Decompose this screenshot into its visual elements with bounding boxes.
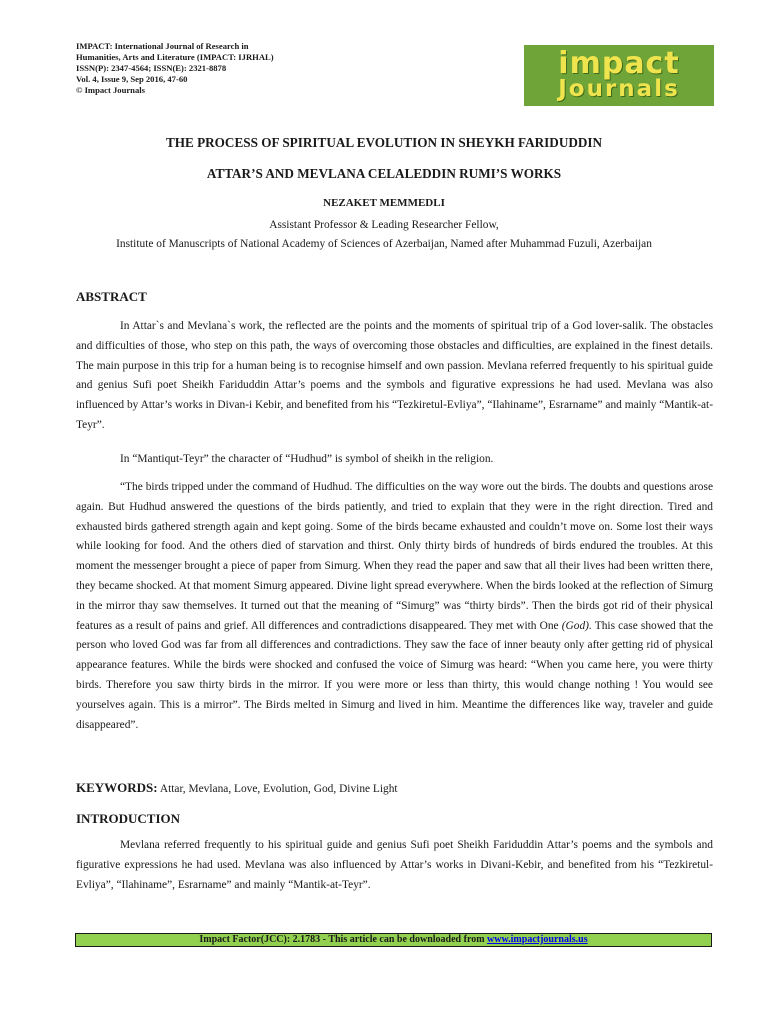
introduction-heading: INTRODUCTION (76, 811, 181, 826)
journal-name-line1: IMPACT: International Journal of Research in (76, 41, 249, 51)
abstract-heading: ABSTRACT (76, 289, 147, 304)
logo-word-journals: Journals (558, 76, 680, 102)
author-name: NEZAKET MEMMEDLI (323, 197, 445, 209)
author-position: Assistant Professor & Leading Researcher Fellow, (269, 219, 499, 231)
impact-journals-logo (524, 45, 714, 106)
footer-text: Impact Factor(JCC): 2.1783 - This article can be downloaded from (199, 934, 488, 945)
journal-volume: Vol. 4, Issue 9, Sep 2016, 47-60 (76, 74, 188, 84)
journal-copyright: © Impact Journals (76, 85, 145, 95)
quote-text-part1: “The birds tripped under the command of Hudhud. The difficulties on the way wore out the birds. The doubts and questions arose again. But Hudhud answered the questions of the birds patiently, and tried to explain that they were in the right direction. Tired and exhausted birds gathered strength again and kept going. Some of the birds became exhausted and couldn’t move on. Some lost their ways while looking for food. And the others died of starvation and thirst. Only thirty birds of hundreds of birds endured the troubles. At this moment the messenger brought a piece of paper from Simurg. When they read the paper and saw that all their lives had been written there, they became shocked. At that moment Simurg appeared. Divine light spread everywhere. When the birds looked at the reflection of Simurg in the mirror thay saw themselves. It turned out that the meaning of “Simurg” was “thirty birds”. Then the birds got rid of their physical features as a result of pains and grief. All differences and contradictions disappeared. They met with One (76, 481, 713, 632)
abstract-paragraph: In Attar`s and Mevlana`s work, the reflected are the points and the moments of spiritual trip of a God lover-salik. The obstacles and difficulties of those, who step on this path, the ways of overcoming those obstacles and difficulties, are explained in the finest details. The main purpose in this trip for a human being is to recognise himself and own passion. Mevlana referred frequently to his spiritual guide and genius Sufi poet Sheikh Fariduddin Attar’s poems and the symbols and figurative expressions he had used. Mevlana was also influenced by Attar’s works in Divan-i Kebir, and benefited from his “Tezkiretul-Evliya”, “Ilahiname”, Esrarname” and mainly “Mantik-at-Teyr”. (76, 320, 713, 431)
article-title-line2: ATTAR’S AND MEVLANA CELALEDDIN RUMI’S WORKS (206, 166, 562, 181)
author-institution: Institute of Manuscripts of National Academy of Sciences of Azerbaijan, Named after Muhammad Fuzuli, Azerbaijan (116, 238, 652, 250)
journal-issn: ISSN(P): 2347-4564; ISSN(E): 2321-8878 (76, 63, 227, 73)
keywords-label: KEYWORDS: (76, 780, 158, 795)
birds-quote-paragraph (76, 478, 713, 735)
introduction-paragraph: Mevlana referred frequently to his spiritual guide and genius Sufi poet Sheikh Fariduddin Attar’s poems and the symbols and figurative expressions he had used. Mevlana was also influenced by Attar’s works in Divani-Kebir, and benefited from his “Tezkiretul-Evliya”, “Ilahiname”, Esrarname” and mainly “Mantik-at-Teyr”. (76, 839, 713, 891)
quote-text-part2: This case showed that the person who loved God was far from all differences and contradictions. They saw the face of inner beauty only after getting rid of physical appearance features. While the birds were shocked and confused the voice of Simurg was heard: “When you came here, you were thirty birds. Therefore you saw thirty birds in the mirror. If you were more or less than thirty, this would change nothing ! You would see yourselves again. This is a mirror”. The Birds melted in Simurg and lived in him. Meantime the differences like way, traveler and guide disappeared”. (76, 619, 714, 731)
journal-meta (76, 41, 396, 96)
footer-impact-factor (75, 933, 712, 947)
journal-name-line2: Humanities, Arts and Literature (IMPACT: IJRHAL) (76, 52, 274, 62)
logo-word-impact: impact (558, 46, 680, 81)
article-title-line1: THE PROCESS OF SPIRITUAL EVOLUTION IN SHEYKH FARIDUDDIN (165, 135, 603, 150)
hudhud-paragraph: In “Mantiqut-Teyr” the character of “Hudhud” is symbol of sheikh in the religion. (120, 453, 494, 465)
footer-download-link[interactable]: www.impactjournals.us (487, 934, 588, 945)
quote-italic-god: (God). (561, 619, 592, 632)
keywords-list: Attar, Mevlana, Love, Evolution, God, Divine Light (157, 783, 398, 795)
keywords-line (76, 780, 398, 796)
